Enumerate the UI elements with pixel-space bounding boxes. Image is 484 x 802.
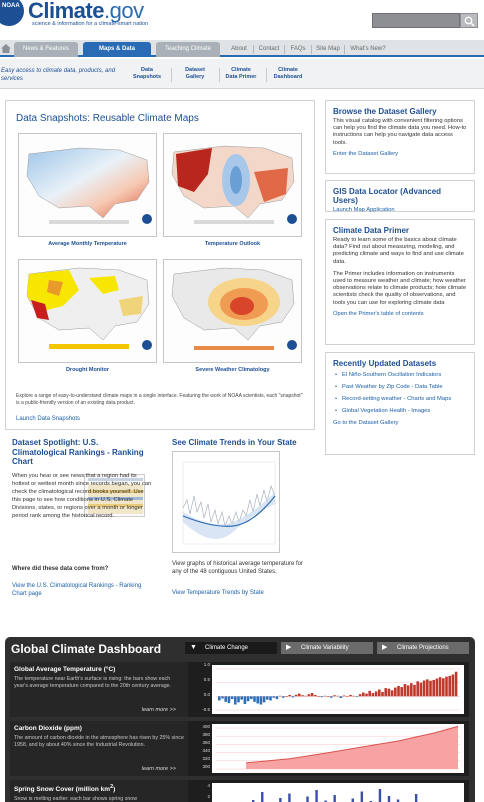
tab-news-features[interactable]: News & Features [14, 42, 78, 57]
snow-bar [306, 797, 308, 802]
panel-text: The amount of carbon dioxide in the atmosphere has risen by 25% since 1958, and by about 40% since the Industrial Revolution. [14, 735, 184, 748]
search-form [372, 13, 478, 28]
temperature-bar [298, 694, 301, 697]
chevron-right-icon: ▶ [286, 644, 292, 651]
snow-chart[interactable] [212, 783, 464, 802]
subnav-label: Snapshots [132, 74, 162, 80]
temperature-bar [381, 692, 384, 696]
y-tick: 4 [207, 783, 210, 788]
nav-link-whats-new[interactable]: What's New? [350, 46, 386, 52]
tab-label: Climate Change [205, 645, 249, 651]
panel-title: Carbon Dioxide (ppm) [14, 725, 82, 732]
box-text: This visual catalog with convenient filtering options can help you find the climate data you need. How-to instructions can help you navigate data access tools. [333, 118, 467, 146]
nav-link-site-map[interactable]: Site Map [316, 46, 340, 52]
temperature-bar [295, 695, 298, 697]
primer-contents-link[interactable]: Open the Primer's table of contents [333, 310, 424, 317]
panel-info [10, 780, 188, 802]
box-title: GIS Data Locator (Advanced Users) [333, 187, 442, 205]
temperature-bar [372, 693, 375, 696]
temperature-bar [404, 684, 407, 696]
temperature-bar [378, 690, 381, 697]
spotlight-title: Dataset Spotlight: U.S. Climatological Rankings - Ranking Chart [12, 438, 144, 466]
panel-info [10, 662, 188, 717]
temperature-bar [276, 696, 279, 699]
temperature-bar [336, 696, 339, 697]
co2-area-chart [212, 724, 464, 773]
map-drought-monitor[interactable] [18, 259, 157, 363]
site-header [0, 0, 484, 38]
temperature-bar [253, 696, 256, 701]
nav-link-contact[interactable]: Contact [258, 46, 280, 52]
home-icon[interactable] [1, 44, 11, 53]
sub-nav [0, 59, 484, 89]
temperature-bar [330, 696, 333, 697]
temperature-bar [343, 696, 346, 697]
temperature-bar [292, 696, 295, 697]
box-text: Ready to learn some of the basics about climate data? Find out about measuring, modeling, and predicting climate and ways to find and use climate data. [333, 237, 464, 265]
snow-bar [379, 789, 381, 802]
tab-label: Climate Projections [397, 645, 449, 651]
panel-info [10, 721, 188, 776]
map-caption[interactable]: Drought Monitor [65, 367, 110, 373]
panel-title: Spring Snow Cover (million $km^2$) [14, 784, 116, 794]
dashboard-title: Global Climate Dashboard [11, 642, 162, 656]
temperature-map-image [19, 134, 157, 237]
data-snapshots-panel [5, 100, 315, 430]
y-tick: 360 [202, 740, 210, 745]
co2-chart[interactable] [212, 724, 464, 773]
temperature-bar-chart [212, 665, 464, 714]
temperature-bar [244, 696, 247, 704]
subnav-label: Dataset [185, 67, 205, 73]
snow-bar [333, 795, 335, 802]
recent-dataset-link[interactable]: • Past Weather by Zip Code - Data Table [333, 384, 467, 391]
temperature-bar [410, 683, 413, 696]
temperature-bar [439, 677, 442, 696]
temperature-bar [317, 696, 320, 697]
temperature-bar [285, 696, 288, 697]
y-tick: 400 [202, 724, 210, 729]
snow-bar [261, 792, 263, 802]
nav-link-about[interactable]: About [231, 46, 247, 52]
subnav-dataset-gallery[interactable] [172, 67, 218, 81]
temperature-bar [288, 695, 291, 696]
tab-climate-variability[interactable] [281, 642, 373, 654]
trends-description: View graphs of historical average temperature for any of the 48 contiguous United States. [172, 561, 303, 575]
temperature-bar [250, 696, 253, 699]
temperature-bar [234, 696, 237, 704]
temperature-bar [308, 694, 311, 696]
temperature-bar [416, 681, 419, 696]
trends-title: See Climate Trends in Your State [172, 438, 297, 447]
trends-by-state-link[interactable]: View Temperature Trends by State [172, 590, 264, 596]
map-caption[interactable]: Severe Weather Climatology [195, 367, 270, 373]
subnav-label: Climate [278, 67, 298, 73]
temperature-bar [327, 696, 330, 697]
severe-weather-map-image [164, 260, 302, 363]
tab-climate-projections[interactable] [377, 642, 469, 654]
y-tick: 300 [202, 764, 210, 769]
brand-suffix: .gov [103, 0, 144, 23]
tab-label: Climate Variability [301, 645, 349, 651]
panel-text: The temperature near Earth's surface is rising: the bars show each year's average temperature compared to the 20th century average. [14, 676, 172, 689]
nav-divider [344, 45, 345, 54]
snow-bar-chart [212, 783, 464, 802]
launch-snapshots-link[interactable]: Launch Data Snapshots [16, 416, 81, 422]
snow-bar [352, 799, 354, 802]
panel-text: Snow is melting earlier: each bar shows spring snow [14, 796, 138, 802]
recent-dataset-link[interactable]: • Record-setting weather - Charts and Maps [333, 396, 467, 403]
recent-datasets-box [325, 352, 475, 455]
recent-dataset-link[interactable]: • Global Vegetation Health - Images [333, 408, 467, 415]
temperature-bar [224, 696, 227, 701]
box-title: Recently Updated Datasets [333, 359, 437, 368]
section-description: Easy access to climate data, products, and services [1, 68, 116, 82]
subnav-label: Data Primer [225, 74, 257, 80]
y-tick: 0.0 [203, 692, 210, 697]
temperature-bar [362, 693, 365, 697]
tab-maps-data[interactable]: Maps & Data [83, 42, 151, 57]
nav-divider [311, 45, 312, 54]
snow-bar [361, 792, 363, 802]
temperature-bar [455, 672, 458, 697]
temperature-bar [359, 694, 362, 696]
temperature-bar [237, 696, 240, 702]
temperature-bar [269, 696, 272, 700]
recent-dataset-link[interactable]: • El Niño-Southern Oscillation Indicators [333, 372, 467, 379]
snow-bar [315, 790, 317, 802]
site-tagline: science & information for a climate-smart nation [32, 21, 149, 27]
spotlight-description [12, 472, 152, 520]
climate-dashboard [5, 637, 475, 802]
y-tick: 320 [202, 756, 210, 761]
subnav-label: Climate [231, 67, 251, 73]
temperature-bar [426, 679, 429, 696]
y-tick: 2 [207, 794, 210, 799]
y-tick: 1.0 [203, 662, 210, 667]
box-title: Climate Data Primer [333, 226, 410, 235]
nav-link-faqs[interactable]: FAQs [290, 46, 306, 52]
main-nav [0, 40, 484, 57]
dashboard-panel-temperature [10, 662, 469, 717]
temperature-bar [282, 696, 285, 697]
temperature-bar [279, 696, 282, 697]
subnav-data-snapshots[interactable] [124, 67, 170, 81]
temperature-bar [445, 677, 448, 697]
temperature-bar [260, 696, 263, 704]
chevron-down-icon: ▼ [190, 644, 197, 651]
outlook-map-image [164, 134, 302, 237]
temperature-bar [263, 696, 266, 702]
temperature-bar [368, 691, 371, 696]
temperature-bar [340, 696, 343, 698]
temperature-bar [429, 681, 432, 697]
brand-name: Climate [28, 0, 104, 23]
nav-divider [284, 45, 285, 54]
snow-bar [415, 794, 417, 802]
search-button[interactable] [460, 13, 478, 28]
temperature-bar [311, 693, 314, 696]
y-tick: 380 [202, 732, 210, 737]
temperature-bar [221, 696, 224, 698]
section-title: Data Snapshots: Reusable Climate Maps [16, 113, 199, 124]
y-tick: 0.5 [203, 677, 210, 682]
learn-more-link[interactable]: learn more >> [141, 707, 176, 713]
panel-title: Global Average Temperature (°C) [14, 666, 116, 673]
dashboard-panel-co2 [10, 721, 469, 776]
temperature-bar [218, 696, 221, 700]
temperature-bar [452, 674, 455, 696]
data-source-question: Where did these data come from? [12, 566, 109, 572]
nav-divider [253, 45, 254, 54]
subnav-label: Gallery [185, 74, 205, 80]
temperature-bar [314, 695, 317, 696]
temperature-bar [228, 696, 231, 703]
learn-more-link[interactable]: learn more >> [141, 766, 176, 772]
temperature-bar [266, 696, 269, 699]
temperature-bar [356, 696, 359, 697]
temperature-bar [231, 696, 234, 699]
temperature-bar [375, 691, 378, 696]
dataset-gallery-box [325, 100, 475, 174]
temperature-bar [301, 695, 304, 696]
subnav-dashboard[interactable] [265, 67, 311, 81]
snapshots-description: Explore a range of easy-to-understand climate maps in a single interface. Featuring the work of NOAA scientists, each "snapshot" is a public-friendly version of an existing data product. [16, 393, 303, 406]
temperature-trend-graph [173, 452, 281, 554]
data-primer-box [325, 219, 475, 345]
y-tick: 340 [202, 748, 210, 753]
temperature-chart[interactable] [212, 665, 464, 714]
state-trend-chart[interactable] [172, 451, 280, 553]
temperature-bar [413, 685, 416, 696]
temperature-bar [423, 680, 426, 696]
map-avg-temperature[interactable] [18, 133, 157, 237]
co2-area [246, 726, 458, 769]
box-title: Browse the Dataset Gallery [333, 107, 437, 116]
enter-gallery-link[interactable]: Enter the Dataset Gallery [333, 150, 399, 157]
snow-bar [288, 794, 290, 802]
temperature-bar [272, 696, 275, 697]
temperature-bar [448, 676, 451, 697]
tab-climate-change[interactable] [185, 642, 277, 654]
chevron-right-icon: ▶ [382, 644, 388, 651]
temperature-bar [349, 695, 352, 696]
map-severe-weather[interactable] [163, 259, 302, 363]
temperature-bar [256, 696, 259, 703]
temperature-bar [333, 695, 336, 696]
map-temperature-outlook[interactable] [163, 133, 302, 237]
temperature-bar [407, 685, 410, 696]
subnav-label: Dashboard [273, 74, 303, 80]
temperature-bar [365, 694, 368, 697]
temperature-bar [397, 686, 400, 696]
temperature-bar [400, 687, 403, 696]
drought-map-image [19, 260, 157, 363]
snow-bar [388, 796, 390, 802]
temperature-bar [247, 696, 250, 701]
temperature-bar [394, 688, 397, 697]
temperature-bar [436, 679, 439, 697]
temperature-bar [384, 688, 387, 696]
temperature-bar [240, 696, 243, 699]
temperature-bar [442, 678, 445, 696]
temperature-bar [346, 696, 349, 697]
map-caption[interactable]: Temperature Outlook [204, 241, 261, 247]
temperature-bar [324, 696, 327, 697]
subnav-data-primer[interactable] [218, 67, 264, 81]
noaa-logo[interactable]: NOAA [0, 0, 24, 26]
search-icon [464, 16, 475, 27]
temperature-bar [388, 689, 391, 697]
recent-datasets-list [333, 372, 467, 415]
spotlight-text: When you hear or see news that a region had its hottest or wettest month since records began, you can check the climatological record books yourself. Use this page to see how conditions in U.S. Climate Divisions, states, or regions over a month or longer period rank among the historical record. [12, 473, 152, 519]
search-input[interactable] [372, 13, 460, 28]
map-caption[interactable]: Average Monthly Temperature [48, 241, 127, 247]
gis-locator-box [325, 180, 475, 212]
temperature-bar [420, 683, 423, 697]
temperature-bar [320, 696, 323, 697]
temperature-bar [391, 690, 394, 696]
y-tick: -0.5 [202, 707, 210, 712]
launch-map-link[interactable]: Launch Map Application [333, 207, 395, 213]
temperature-bar [352, 696, 355, 697]
dashboard-panel-snow [10, 780, 469, 802]
subnav-label: Data [141, 67, 153, 73]
box-text: The Primer includes information on instruments used to measure weather and climate; how weather observations relate to climate products; how climate scientists check the quality of observations, and tools you can use for exploring climate data [333, 270, 467, 306]
temperature-bar [432, 680, 435, 696]
snow-bar [279, 798, 281, 802]
go-to-gallery-link[interactable]: Go to the Dataset Gallery [333, 420, 399, 426]
temperature-bar [304, 696, 307, 697]
ranking-chart-link[interactable]: View the U.S. Climatological Rankings - Ranking Chart page [12, 583, 142, 597]
tab-teaching-climate[interactable]: Teaching Climate [156, 42, 220, 57]
